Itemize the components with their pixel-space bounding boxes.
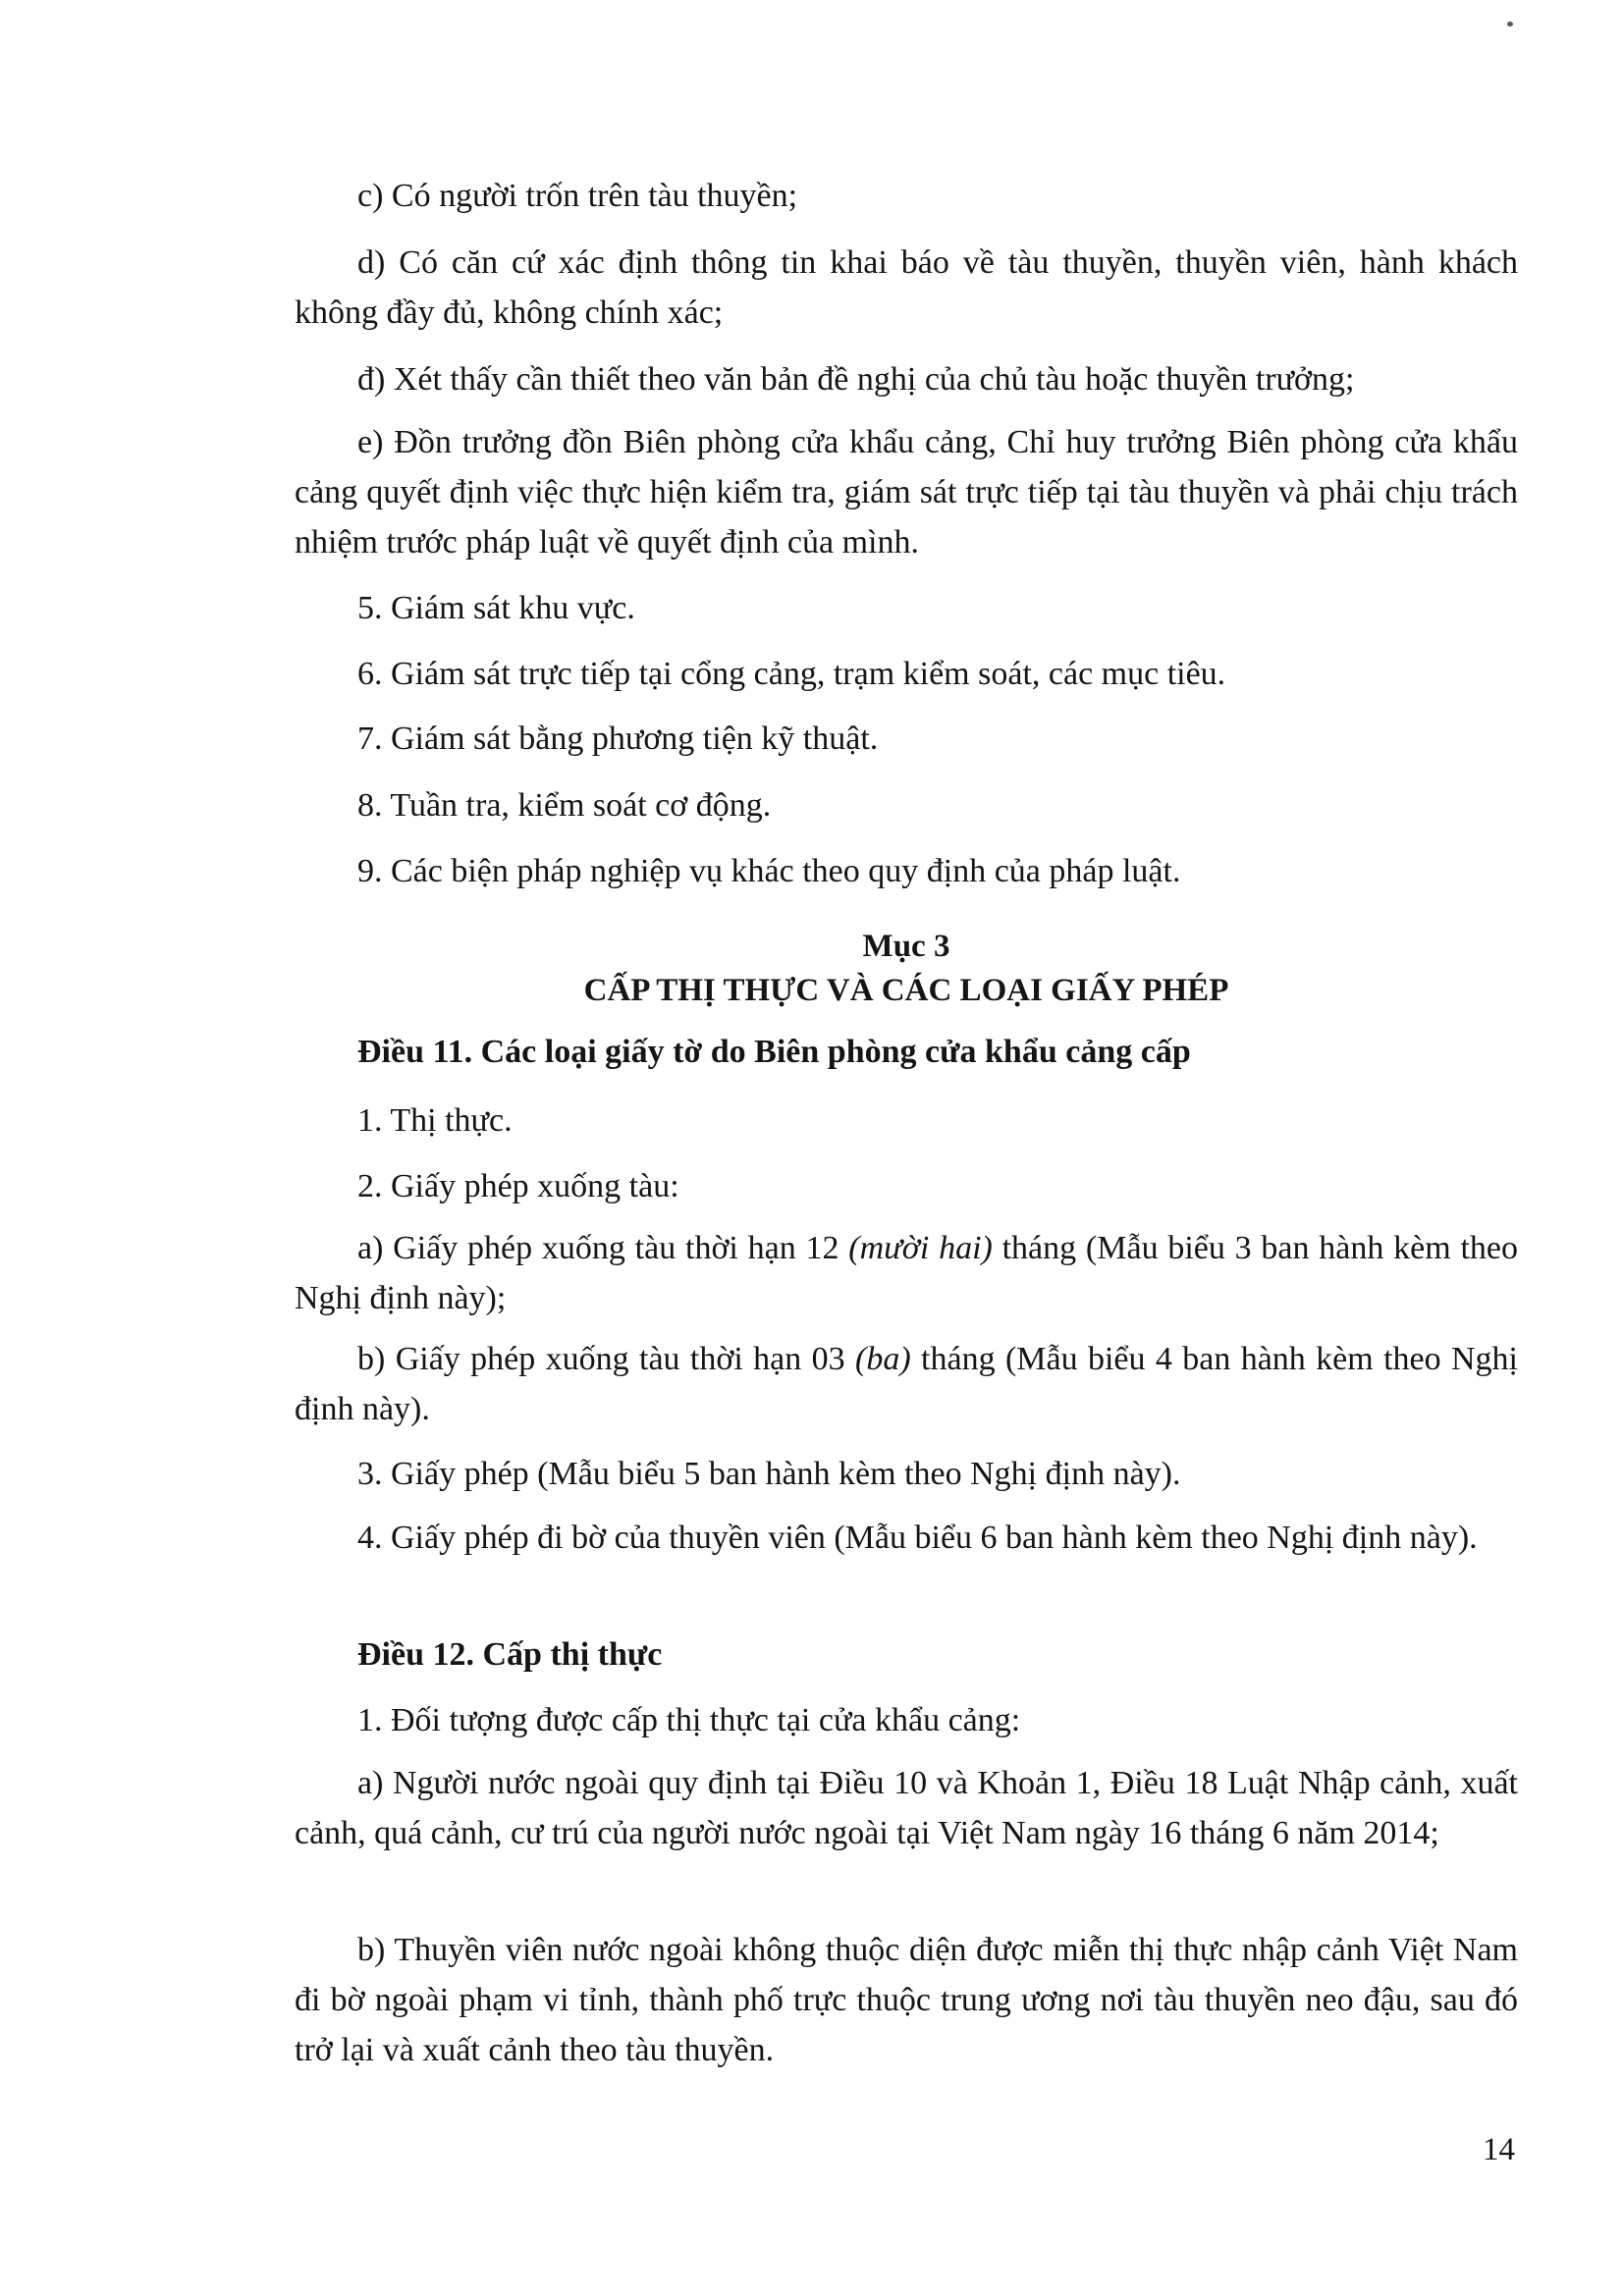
section-label: Mục 3 bbox=[862, 929, 950, 964]
item-6: 6. Giám sát trực tiếp tại cổng cảng, trạm kiểm soát, các mục tiêu. bbox=[357, 656, 1226, 692]
item-7: 7. Giám sát bằng phương tiện kỹ thuật. bbox=[357, 721, 879, 757]
article-12-item-a: a) Người nước ngoài quy định tại Điều 10 và Khoản 1, Điều 18 Luật Nhập cảnh, xuất cảnh, quá cảnh, cư trú của người nước ngoài tại Việt Nam ngày 16 tháng 6 năm 2014; bbox=[295, 1765, 1518, 1851]
article-12-item-b: b) Thuyền viên nước ngoài không thuộc diện được miễn thị thực nhập cảnh Việt Nam đi bờ ngoài phạm vi tỉnh, thành phố trực thuộc trung ương nơi tàu thuyền neo đậu, sau đó trở lại và xuất cảnh theo tàu thuyền. bbox=[295, 1932, 1518, 2068]
item-b-text: b) Giấy phép xuống tàu thời hạn 03 bbox=[357, 1341, 855, 1377]
item-a-emphasis: (mười hai) bbox=[848, 1230, 993, 1266]
section-title: CẤP THỊ THỰC VÀ CÁC LOẠI GIẤY PHÉP bbox=[583, 973, 1229, 1008]
item-9: 9. Các biện pháp nghiệp vụ khác theo quy định của pháp luật. bbox=[357, 853, 1181, 889]
article-11-item-1: 1. Thị thực. bbox=[357, 1102, 513, 1139]
article-12-title: Điều 12. Cấp thị thực bbox=[357, 1636, 663, 1673]
paragraph-dd: đ) Xét thấy cần thiết theo văn bản đề nghị của chủ tàu hoặc thuyền trưởng; bbox=[357, 361, 1355, 398]
paragraph-e: e) Đồn trưởng đồn Biên phòng cửa khẩu cảng, Chỉ huy trưởng Biên phòng cửa khẩu cảng quyết định việc thực hiện kiểm tra, giám sát trực tiếp tại tàu thuyền và phải chịu trách nhiệm trước pháp luật về quyết định của mình. bbox=[295, 424, 1518, 561]
paragraph-c: c) Có người trốn trên tàu thuyền; bbox=[357, 178, 798, 214]
item-a-text-end: tháng (Mẫu biểu 3 ban hành kèm theo Nghị định này); bbox=[295, 1230, 1518, 1316]
item-b-text-end: tháng (Mẫu biểu 4 ban hành kèm theo Nghị định này). bbox=[295, 1341, 1518, 1427]
paragraph-d: d) Có căn cứ xác định thông tin khai báo về tàu thuyền, thuyền viên, hành khách không đầy đủ, không chính xác; bbox=[295, 244, 1518, 331]
article-11-item-b bbox=[295, 1334, 1518, 1434]
article-11-item-4: 4. Giấy phép đi bờ của thuyền viên (Mẫu biểu 6 ban hành kèm theo Nghị định này). bbox=[357, 1520, 1478, 1556]
article-12-item-1: 1. Đối tượng được cấp thị thực tại cửa khẩu cảng: bbox=[357, 1702, 1021, 1738]
item-5: 5. Giám sát khu vực. bbox=[357, 590, 635, 626]
page-number: 14 bbox=[1483, 2132, 1515, 2167]
scan-speck bbox=[1507, 22, 1513, 27]
article-11-title: Điều 11. Các loại giấy tờ do Biên phòng cửa khẩu cảng cấp bbox=[357, 1034, 1191, 1070]
article-11-item-2: 2. Giấy phép xuống tàu: bbox=[357, 1168, 679, 1204]
item-b-emphasis: (ba) bbox=[855, 1341, 911, 1377]
article-11-item-3: 3. Giấy phép (Mẫu biểu 5 ban hành kèm theo Nghị định này). bbox=[357, 1456, 1181, 1492]
item-8: 8. Tuần tra, kiểm soát cơ động. bbox=[357, 787, 772, 824]
article-11-item-a bbox=[295, 1223, 1518, 1323]
item-a-text: a) Giấy phép xuống tàu thời hạn 12 bbox=[357, 1230, 849, 1266]
